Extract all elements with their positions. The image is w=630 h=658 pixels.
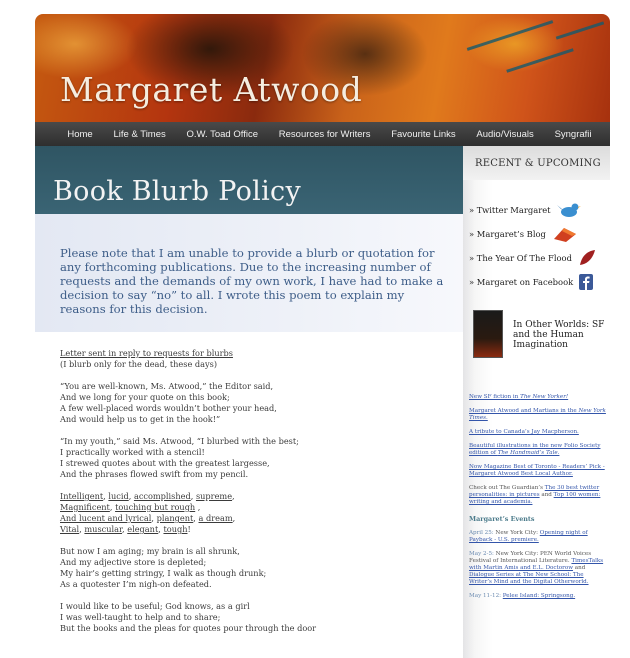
nav-favourite-links[interactable]: Favourite Links [391,128,456,140]
poem-line: “In my youth,” said Ms. Atwood, “I blurbed with the best; [60,436,299,446]
event-item: May 2-5: New York City: PEN World Voices Festival of International Literature. TimesTalks with Martin Amis and E.L. Doctorow and Dialogue Series at The New School: The Writer’s Mind and the Digital Otherworld. [469,551,604,585]
site-title[interactable]: Margaret Atwood [60,70,363,109]
stanza-1 [60,381,450,425]
poem-line: And we long for your quote on this book; [60,392,230,402]
event-link[interactable]: Opening night of Payback - U.S. premiere. [469,530,588,543]
page-title: Book Blurb Policy [53,176,302,207]
news-link[interactable]: Beautiful illustrations in the new Folio Society edition of The Handmaid’s Tale. [469,443,601,456]
sidebar-link-label: » Margaret on Facebook [469,277,574,287]
nav-resources-for-writers[interactable]: Resources for Writers [278,128,371,140]
news-item [469,394,607,401]
intro-text: Please note that I am unable to provide a blurb or quotation for any forthcoming publications. Due to the increasing number of requests and the demands of my own work, I have had to make a decision to say “no” to all. I wrote this poem to explain my reasons for this decision. [60,246,444,316]
news-link[interactable]: The 30 best twitter personalities: in pictures [469,485,600,498]
events-heading: Margaret’s Events [469,515,535,523]
sidebar-link-label: » Margaret’s Blog [469,229,546,239]
sidebar-link-twitter[interactable] [469,198,607,222]
page-frame [35,14,610,658]
sidebar-links [469,198,607,294]
poem-line: And the phrases flowed swift from my pencil. [60,469,249,479]
leaf-icon [578,249,596,267]
news-list [469,394,607,607]
poem-line: Vital, muscular, elegant, tough! [60,524,191,534]
news-link[interactable]: Top 100 women: writing and academia. [469,492,601,505]
news-link[interactable]: A tribute to Canada’s Jay Macpherson. [469,429,579,435]
book-title[interactable]: In Other Worlds: SF and the Human Imagination [513,320,605,350]
poem-line: And would help us to get in the hook!” [60,414,221,424]
poem-line: I strewed quotes about with the greatest largesse, [60,458,270,468]
event-item: April 25: New York City: Opening night of Payback - U.S. premiere. [469,530,588,543]
poem-line: I would like to be useful; God knows, as a girl [60,601,250,611]
sidebar [463,146,610,658]
news-item [469,408,607,422]
news-link[interactable]: Margaret Atwood and Martians in the New York Times. [469,408,606,421]
poem-line: Magnificent, touching but rough , [60,502,201,512]
poem-subheading: (I blurb only for the dead, these days) [60,359,218,369]
sidebar-header: RECENT & UPCOMING [463,146,610,180]
nav-life-and-times[interactable]: Life & Times [113,128,166,140]
stanza-4 [60,546,450,590]
poem-line: I practically worked with a stencil! [60,447,205,457]
news-item [469,429,607,436]
stanza-3 [60,491,450,535]
nav-syngrafii[interactable]: Syngrafii [554,128,592,140]
poem [60,348,450,645]
header-banner [35,14,610,122]
sidebar-link-blog[interactable] [469,222,607,246]
poem-line: My hair’s getting stringy, I walk as though drunk; [60,568,267,578]
poem-line: But the books and the pleas for quotes pour through the door [60,623,317,633]
facebook-icon [579,274,593,290]
news-link[interactable]: New SF fiction in The New Yorker! [469,394,569,400]
poem-header [60,348,450,370]
event-link[interactable]: Dialogue Series at The New School: The Writer’s Mind and the Digital Otherworld. [469,572,589,585]
nav-ow-toad-office[interactable]: O.W. Toad Office [186,128,258,140]
poem-heading: Letter sent in reply to requests for blurbs [60,348,233,358]
news-link[interactable]: Now Magazine Best of Toronto - Readers’ Pick - Margaret Atwood Best Local Author. [469,464,605,477]
sidebar-link-year-of-the-flood[interactable] [469,246,607,270]
poem-line: I was well-taught to help and to share; [60,612,221,622]
bird-icon [557,201,581,219]
poem-line: But now I am aging; my brain is all shrunk, [60,546,240,556]
event-link[interactable]: Pelee Island: Springsong. [502,593,576,599]
news-item [469,464,607,478]
main-nav [35,122,610,146]
sidebar-link-label: » Twitter Margaret [469,205,551,215]
stanza-5 [60,601,450,634]
poem-line: Intelligent, lucid, accomplished, supreme, [60,491,235,501]
blog-icon [552,225,578,243]
main-content [35,146,463,658]
news-item [469,443,607,457]
stanza-2 [60,436,450,480]
event-item: May 11-12: Pelee Island: Springsong. [469,593,576,599]
book-cover-image[interactable] [473,310,503,358]
poem-line: And lucent and lyrical, plangent, a dream, [60,513,236,523]
news-item: Check out The Guardian’s The 30 best twitter personalities: in pictures and Top 100 women: writing and academia. [469,485,601,505]
poem-line: And my adjective store is depleted; [60,557,207,567]
sidebar-link-facebook[interactable] [469,270,607,294]
title-band [35,146,463,214]
nav-home[interactable]: Home [67,128,93,140]
poem-line: As a quotester I’m nigh-on defeated. [60,579,212,589]
event-link[interactable]: TimesTalks with Martin Amis and E.L. Doctorow [469,558,604,571]
poem-line: A few well-placed words wouldn’t bother your head, [60,403,277,413]
nav-audio-visuals[interactable]: Audio/Visuals [476,128,534,140]
poem-line: “You are well-known, Ms. Atwood,” the Editor said, [60,381,274,391]
sidebar-link-label: » The Year Of The Flood [469,253,572,263]
